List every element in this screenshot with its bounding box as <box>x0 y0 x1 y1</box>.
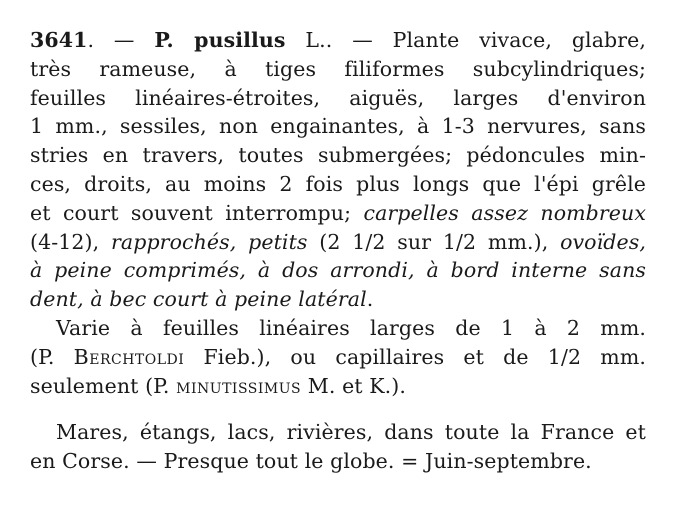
variety-line-2: (P. Berchtoldi Fieb.), ou capillaires et de 1/2 mm. <box>30 344 646 369</box>
variety-name-minutissimus: minutissimus <box>176 373 302 398</box>
habitat-line-1: Mares, étangs, lacs, rivières, dans toute la France et <box>56 420 646 445</box>
variety-paragraph <box>30 314 646 400</box>
variety-line-3: seulement (P. minutissimus M. et K.). <box>30 373 407 398</box>
entry-line-4: 1 mm., sessiles, non engainantes, à 1-3 nervures, sans <box>30 114 646 139</box>
paragraph-gap <box>30 400 646 418</box>
habitat-line-2: en Corse. — Presque tout le globe. = Juin-septembre. <box>30 449 592 474</box>
entry-line-8: (4-12), rapprochés, petits (2 1/2 sur 1/2 mm.), ovoïdes, <box>30 229 646 254</box>
species-entry <box>30 26 646 314</box>
entry-line-3: feuilles linéaires-étroites, aiguës, larges d'environ <box>30 85 646 110</box>
species-author: L. <box>305 28 326 52</box>
entry-line-2: très rameuse, à tiges filiformes subcylindriques; <box>30 56 646 81</box>
entry-line-9: à peine comprimés, à dos arrondi, à bord interne sans <box>30 258 646 283</box>
entry-number: 3641 <box>30 28 88 52</box>
entry-line-5: stries en travers, toutes submergées; pédoncules min- <box>30 143 646 168</box>
entry-line-7: et court souvent interrompu; carpelles assez nombreux <box>30 200 646 225</box>
species-name: P. pusillus <box>154 28 286 52</box>
entry-line-6: ces, droits, au moins 2 fois plus longs que l'épi grêle <box>30 171 646 196</box>
botanical-description-page <box>30 26 646 476</box>
entry-line-1: 3641. — P. pusillus L.. — Plante vivace, glabre, <box>30 28 646 52</box>
habitat-paragraph <box>30 418 646 476</box>
entry-line-10: dent, à bec court à peine latéral. <box>30 287 374 312</box>
variety-name-berchtoldi: Berchtoldi <box>73 344 185 369</box>
variety-line-1: Varie à feuilles linéaires larges de 1 à 2 mm. <box>56 315 646 340</box>
